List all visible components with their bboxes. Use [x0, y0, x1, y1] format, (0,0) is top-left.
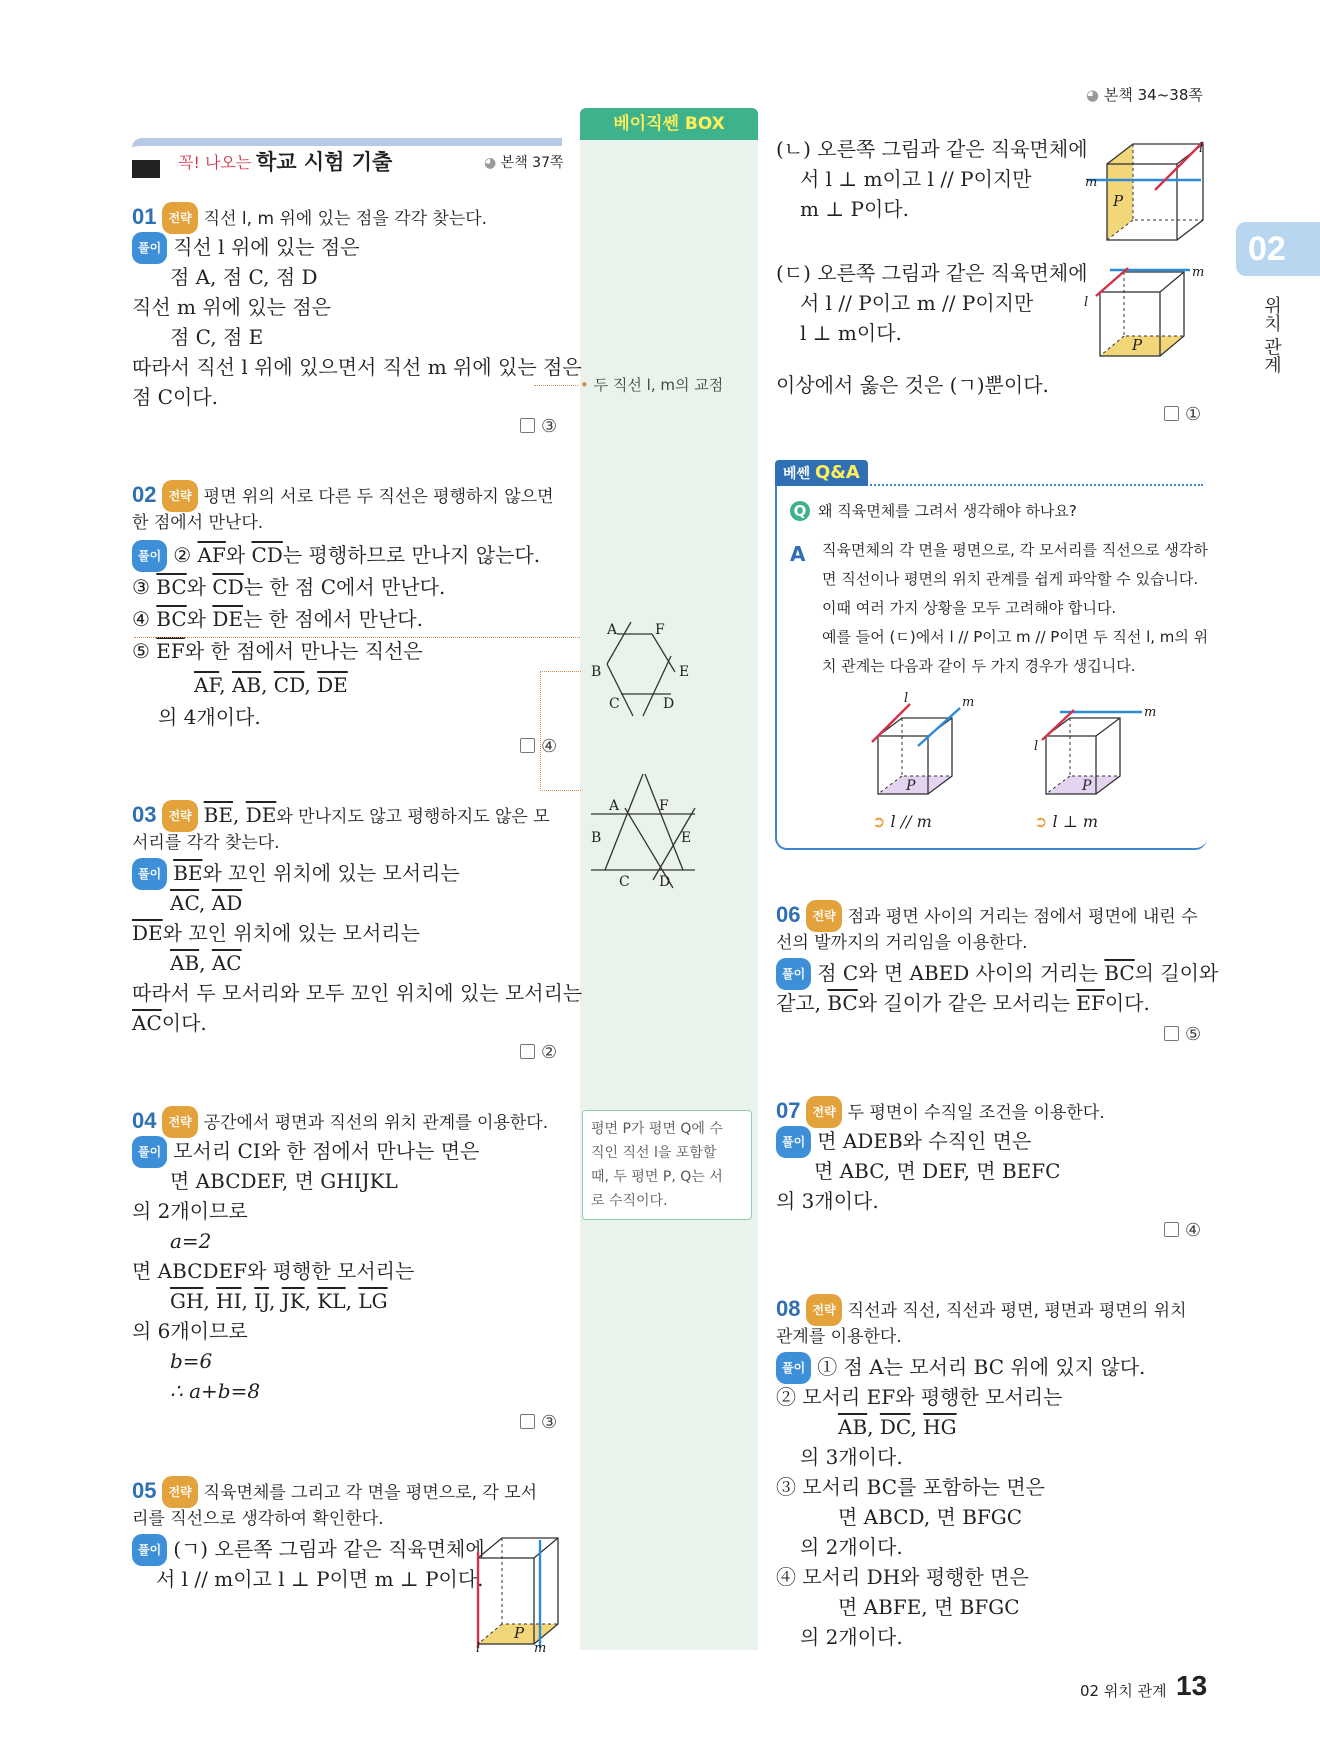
label-l: l	[476, 1641, 481, 1652]
solution-badge: 풀이	[132, 1136, 167, 1168]
q05-answer: ①	[1164, 404, 1201, 425]
chapter-tab: 02	[1236, 222, 1320, 276]
strategy-badge: 전략	[162, 480, 197, 512]
q04-line-8: b=6	[170, 1349, 213, 1373]
label-f: F	[659, 798, 669, 814]
q08-strategy-line: 08 전략 직선과 직선, 직선과 평면, 평면과 평면의 위치	[776, 1294, 1187, 1326]
q03-number: 03	[132, 802, 157, 827]
label-m: m	[1192, 265, 1205, 280]
page-ref: ◕ 본책 34~38쪽	[1086, 86, 1203, 104]
answer-icon	[520, 1044, 535, 1059]
q04-line-4: a=2	[170, 1229, 212, 1253]
answer-icon	[520, 1414, 535, 1429]
q03-line-3: $\overline{DE}$와 꼬인 위치에 있는 모서리는	[132, 921, 420, 945]
q02-line-2: ③ $\overline{BC}$와 $\overline{CD}$는 한 점 C에서 만난다.	[132, 575, 446, 599]
label-m: m	[534, 1641, 547, 1652]
q08-line-8: ④ 모서리 DH와 평행한 면은	[776, 1565, 1029, 1589]
label-l: l	[904, 691, 909, 706]
page-number: 13	[1176, 1670, 1208, 1701]
cube-figure-a	[470, 1530, 570, 1652]
q05-n-line-2: 서 l ⊥ m이고 l // P이지만	[800, 167, 1032, 191]
q03-line-1: 풀이 $\overline{BE}$와 꼬인 위치에 있는 모서리는	[132, 858, 460, 890]
answer-icon	[1164, 406, 1179, 421]
q03-strategy-2: 서리를 각각 찾는다.	[132, 833, 280, 853]
q05-n-line-3: m ⊥ P이다.	[800, 197, 909, 221]
q04-line-6: $\overline{GH}$, $\overline{HI}$, $\overline{IJ}$, $\overline{JK}$, $\overline{KL}$, $\overline{LG}$	[170, 1289, 388, 1313]
q02-line-4: ⑤ $\overline{EF}$와 한 점에서 만나는 직선은	[132, 639, 423, 663]
section-header-block	[132, 160, 160, 178]
answer-icon	[1164, 1222, 1179, 1237]
q08-line-5: ③ 모서리 BC를 포함하는 면은	[776, 1475, 1046, 1499]
q08-line-3: $\overline{AB}$, $\overline{DC}$, $\overline{HG}$	[838, 1415, 957, 1439]
line-l	[1155, 142, 1203, 190]
label-p: P	[1132, 336, 1143, 354]
q03-line-6: $\overline{AC}$이다.	[132, 1011, 207, 1035]
box-title: 베이직쎈 BOX	[580, 108, 758, 140]
label-b: B	[591, 830, 602, 846]
q04-line-9: ∴ a+b=8	[170, 1379, 261, 1403]
solution-badge: 풀이	[132, 540, 167, 572]
solution-badge: 풀이	[132, 858, 167, 890]
q07-line-1: 풀이 면 ADEB와 수직인 면은	[776, 1126, 1031, 1158]
solution-badge: 풀이	[132, 1534, 167, 1566]
cube-figure-b	[1085, 136, 1215, 246]
label-d: D	[659, 874, 671, 890]
q02-line-tail: 의 4개이다.	[158, 705, 261, 729]
q01-line-6: 점 C이다.	[132, 385, 218, 409]
q01-line-1: 풀이 직선 l 위에 있는 점은	[132, 232, 360, 264]
q04-answer: ③	[520, 1412, 557, 1433]
footer-chapter: 02 위치 관계	[1080, 1682, 1167, 1700]
q08-line-7: 의 2개이다.	[800, 1535, 903, 1559]
label-e: E	[681, 830, 692, 846]
line-bc-ext	[605, 774, 643, 870]
q01-line-5: 따라서 직선 l 위에 있으면서 직선 m 위에 있는 점은	[132, 355, 582, 379]
q08-line-1: 풀이 ① 점 A는 모서리 BC 위에 있지 않다.	[776, 1352, 1145, 1384]
q06-strategy-2: 선의 발까지의 거리임을 이용한다.	[776, 933, 1028, 953]
q07-answer: ④	[1164, 1220, 1201, 1241]
q03-line-2: $\overline{AC}$, $\overline{AD}$	[170, 891, 243, 915]
q01-strategy-line	[132, 202, 487, 234]
q02-leader-2	[540, 671, 581, 791]
q06-answer: ⑤	[1164, 1024, 1201, 1045]
q01-number: 01	[132, 204, 157, 229]
a-icon: A	[790, 542, 806, 566]
label-a: A	[607, 622, 618, 638]
q03-answer: ②	[520, 1042, 557, 1063]
q06-line-1: 풀이 점 C와 면 ABED 사이의 거리는 $\overline{BC}$의 길이와	[776, 958, 1218, 990]
q06-strategy-line: 06 전략 점과 평면 사이의 거리는 점에서 평면에 내린 수	[776, 900, 1198, 932]
section-title: 학교 시험 기출	[256, 150, 393, 174]
note-intersection: • 두 직선 l, m의 교점	[580, 376, 724, 394]
q08-line-6: 면 ABCD, 면 BFGC	[838, 1505, 1023, 1529]
chapter-label: 위치 관계	[1261, 296, 1282, 374]
qa-caption-parallel: ➲ l // m	[872, 812, 932, 831]
q05-d-line-1: (ㄷ) 오른쪽 그림과 같은 직육면체에	[776, 261, 1088, 285]
q06-number: 06	[776, 902, 801, 927]
answer-icon	[520, 738, 535, 753]
line-ef-ext	[645, 774, 683, 870]
label-c: C	[619, 874, 630, 890]
strategy-badge: 전략	[806, 1294, 841, 1326]
answer-icon	[1164, 1026, 1179, 1041]
ref-icon: ◕	[484, 155, 497, 171]
label-p: P	[514, 1624, 525, 1642]
q05-n-line-1: (ㄴ) 오른쪽 그림과 같은 직육면체에	[776, 137, 1088, 161]
solution-badge: 풀이	[776, 958, 811, 990]
label-l: l	[1199, 141, 1204, 156]
qa-answer: A 직육면체의 각 면을 평면으로, 각 모서리를 직선으로 생각하 면 직선이나 평면의 위치 관계를 쉽게 파악할 수 있습니다. 이때 여러 가지 상황을 모두 고려해야 합니다. 예를 들어 (ㄷ)에서 l // P이고 m // P이면 두 직선 l, m의 위 치 관계는 다음과 같이 두 가지 경우가 생깁니다.	[790, 541, 1209, 675]
solution-badge: 풀이	[132, 232, 167, 264]
q08-number: 08	[776, 1296, 801, 1321]
q05-conclusion: 이상에서 옳은 것은 (ㄱ)뿐이다.	[776, 373, 1049, 397]
label-d: D	[663, 696, 675, 712]
q08-strategy-2: 관계를 이용한다.	[776, 1327, 902, 1347]
qa-cube-parallel	[868, 690, 988, 800]
q02-strategy: 평면 위의 서로 다른 두 직선은 평행하지 않으면	[203, 487, 554, 507]
q08-line-4: 의 3개이다.	[800, 1445, 903, 1469]
q07-line-3: 의 3개이다.	[776, 1189, 879, 1213]
qa-label: 베쎈 Q&A	[775, 460, 868, 486]
q02-strategy-2: 한 점에서 만난다.	[132, 513, 264, 533]
q04-line-1: 풀이 모서리 CI와 한 점에서 만나는 면은	[132, 1136, 479, 1168]
label-e: E	[679, 664, 690, 680]
q01-strategy: 직선 l, m 위에 있는 점을 각각 찾는다.	[203, 209, 488, 229]
q06-line-2: 같고, $\overline{BC}$와 길이가 같은 모서리는 $\overline{EF}$이다.	[776, 991, 1150, 1015]
qa-cube-perpendicular	[1030, 698, 1170, 800]
cube-figure-c	[1080, 256, 1220, 362]
strategy-badge: 전략	[806, 1096, 841, 1128]
label-a: A	[609, 798, 620, 814]
label-m: m	[962, 695, 975, 710]
strategy-badge: 전략	[162, 800, 197, 832]
q01-line-4: 점 C, 점 E	[170, 325, 264, 349]
label-l: l	[1034, 739, 1039, 754]
ref-icon: ◕	[1086, 86, 1100, 104]
label-p: P	[1082, 778, 1092, 794]
qa-caption-perpendicular: ➲ l ⊥ m	[1034, 812, 1099, 831]
q05-d-line-3: l ⊥ m이다.	[800, 321, 902, 345]
strategy-badge: 전략	[806, 900, 841, 932]
q08-line-2: ② 모서리 EF와 평행한 모서리는	[776, 1385, 1063, 1409]
label-c: C	[609, 696, 620, 712]
label-b: B	[591, 664, 602, 680]
note-perpendicular-planes: 평면 P가 평면 Q에 수 직인 직선 l을 포함할 때, 두 평면 P, Q는 서 로 수직이다.	[582, 1110, 752, 1220]
q04-line-2: 면 ABCDEF, 면 GHIJKL	[170, 1169, 398, 1193]
qa-question: Q 왜 직육면체를 그려서 생각해야 하나요?	[790, 500, 1077, 521]
q07-number: 07	[776, 1098, 801, 1123]
q01-line-3: 직선 m 위에 있는 점은	[132, 295, 331, 319]
label-f: F	[655, 622, 665, 638]
label-l: l	[1084, 295, 1089, 310]
section-ref: ◕ 본책 37쪽	[484, 155, 564, 171]
q03-line-5: 따라서 두 모서리와 모두 꼬인 위치에 있는 모서리는	[132, 981, 583, 1005]
q08-line-10: 의 2개이다.	[800, 1625, 903, 1649]
q04-strategy-line: 04 전략 공간에서 평면과 직선의 위치 관계를 이용한다.	[132, 1106, 548, 1138]
q04-number: 04	[132, 1108, 157, 1133]
q02-answer: ④	[520, 736, 557, 757]
note-leader	[534, 385, 578, 386]
q02-line-3: ④ $\overline{BC}$와 $\overline{DE}$는 한 점에서 만난다.	[132, 607, 423, 631]
q02-line-list: $\overline{AF}$, $\overline{AB}$, $\overline{CD}$, $\overline{DE}$	[194, 673, 348, 697]
q03-strategy-line: 03 전략 $\overline{BE}$, $\overline{DE}$와 만나지도 않고 평행하지도 않은 모	[132, 800, 550, 832]
q07-line-2: 면 ABC, 면 DEF, 면 BEFC	[814, 1159, 1061, 1183]
line-m	[918, 708, 960, 746]
q05-line-2: 서 l // m이고 l ⊥ P이면 m ⊥ P이다.	[156, 1567, 484, 1591]
q04-line-5: 면 ABCDEF와 평행한 모서리는	[132, 1259, 415, 1283]
q05-strategy-2: 리를 직선으로 생각하여 확인한다.	[132, 1509, 384, 1529]
label-m: m	[1085, 175, 1098, 190]
strategy-badge: 전략	[162, 202, 197, 234]
q04-line-3: 의 2개이므로	[132, 1199, 248, 1223]
label-m: m	[1144, 705, 1157, 720]
q05-strategy-line: 05 전략 직육면체를 그리고 각 면을 평면으로, 각 모서	[132, 1476, 537, 1508]
q07-strategy-line: 07 전략 두 평면이 수직일 조건을 이용한다.	[776, 1096, 1105, 1128]
q08-line-9: 면 ABFE, 면 BFGC	[838, 1595, 1020, 1619]
strategy-badge: 전략	[162, 1476, 197, 1508]
q02-leader-1	[134, 637, 580, 638]
q-icon: Q	[790, 501, 810, 521]
label-p: P	[1113, 192, 1124, 210]
answer-icon	[520, 418, 535, 433]
hexagon-figure-1	[585, 620, 695, 740]
strategy-badge: 전략	[162, 1106, 197, 1138]
label-p: P	[906, 778, 916, 794]
q05-line-1: 풀이 (ㄱ) 오른쪽 그림과 같은 직육면체에	[132, 1534, 485, 1566]
section-prefix: 꼭! 나오는	[178, 153, 252, 172]
line-fe	[652, 634, 675, 672]
q02-number: 02	[132, 482, 157, 507]
q01-line-2: 점 A, 점 C, 점 D	[170, 265, 318, 289]
solution-badge: 풀이	[776, 1352, 811, 1384]
q03-line-4: $\overline{AB}$, $\overline{AC}$	[170, 951, 242, 975]
q01-answer: ③	[520, 416, 557, 437]
solution-badge: 풀이	[776, 1126, 811, 1158]
q02-line-1: 풀이 ② $\overline{AF}$와 $\overline{CD}$는 평행하므로 만나지 않는다.	[132, 540, 540, 572]
q05-number: 05	[132, 1478, 157, 1503]
hexagon-figure-2	[585, 770, 705, 890]
q05-d-line-2: 서 l // P이고 m // P이지만	[800, 291, 1034, 315]
q04-line-7: 의 6개이므로	[132, 1319, 248, 1343]
